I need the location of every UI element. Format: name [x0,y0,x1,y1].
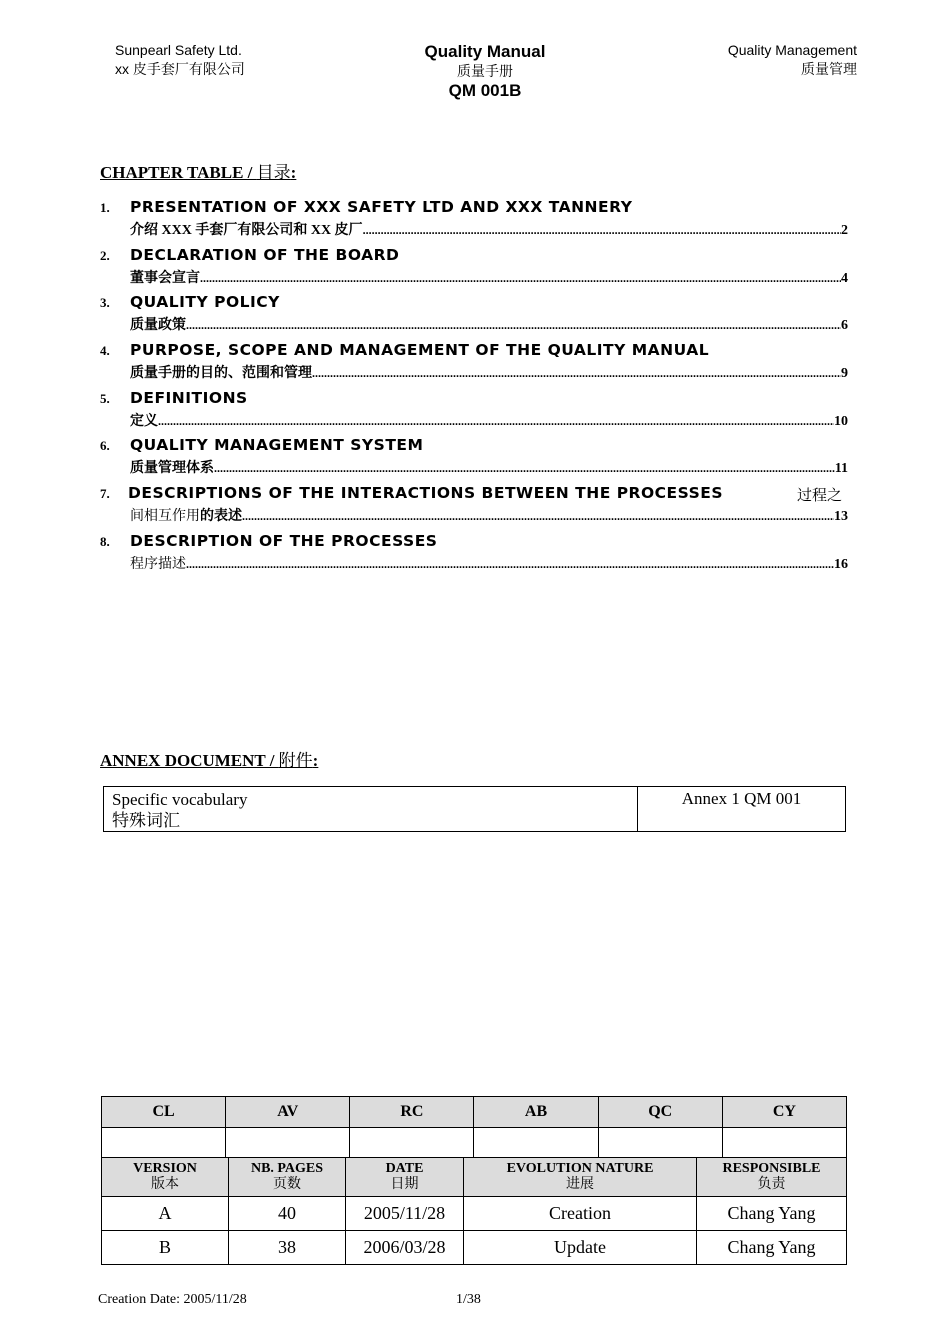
history-header-en: NB. PAGES [250,1161,324,1176]
history-evolution: Creation [464,1197,697,1231]
toc-number: 6. [100,438,110,454]
toc-subtitle: 董事会宣言 [130,270,200,286]
toc-item[interactable] [100,532,848,580]
annex-name-en: Specific vocabulary [112,790,248,809]
toc-page: 13 [834,509,848,525]
approval-signature-cell[interactable] [350,1128,474,1161]
approval-signature-cell[interactable] [102,1128,226,1161]
history-responsible: Chang Yang [697,1197,847,1231]
chapter-table-heading [100,158,296,183]
company-name-en: Sunpearl Safety Ltd. [115,42,242,58]
approval-table [101,1096,847,1161]
table-of-contents [100,198,848,580]
approval-header: CY [722,1097,846,1128]
approval-signature-cell[interactable] [474,1128,598,1161]
table-row [102,1231,847,1265]
toc-page: 9 [841,366,848,382]
toc-number: 7. [100,486,110,502]
toc-title: PURPOSE, SCOPE AND MANAGEMENT OF THE QUALITY MANUAL [130,341,710,360]
history-responsible: Chang Yang [697,1231,847,1265]
approval-header: CL [102,1097,226,1128]
footer-page-number: 1/38 [456,1292,481,1307]
toc-number: 1. [100,200,110,215]
history-date: 2005/11/28 [346,1197,464,1231]
toc-leader [214,461,835,476]
footer-creation-date: Creation Date: 2005/11/28 [98,1292,247,1307]
annex-heading [100,746,318,771]
history-header-zh: 日期 [390,1177,419,1192]
dept-name-en: Quality Management [727,42,857,58]
doc-title-en: Quality Manual [424,42,546,61]
toc-leader [186,318,841,333]
toc-page: 10 [834,413,848,429]
toc-number: 4. [100,343,110,359]
history-header-en: DATE [385,1161,424,1176]
toc-subtitle-lead: 间相互作用 [130,509,200,525]
toc-number: 3. [100,295,110,311]
dept-name-zh: 质量管理 [801,61,857,77]
chapter-heading-en: CHAPTER TABLE / [100,163,257,182]
toc-leader [312,366,841,381]
toc-title: DESCRIPTION OF THE PROCESSES [130,531,438,550]
toc-title: QUALITY MANAGEMENT SYSTEM [130,436,424,455]
toc-page: 4 [841,270,848,286]
history-header [102,1158,229,1197]
history-header-zh: 页数 [273,1177,301,1192]
annex-table [103,786,846,832]
toc-subtitle: 定义 [130,413,158,429]
toc-title: DEFINITIONS [130,388,248,407]
toc-number: 5. [100,390,110,406]
header-company [115,41,245,79]
history-pages: 40 [229,1197,346,1231]
toc-number: 2. [100,247,110,263]
history-evolution: Update [464,1231,697,1265]
toc-title: DECLARATION OF THE BOARD [130,245,400,264]
doc-title-zh: 质量手册 [457,63,513,79]
toc-subtitle: 质量管理体系 [130,461,214,477]
revision-history-table [101,1157,847,1265]
toc-title: DESCRIPTIONS OF THE INTERACTIONS BETWEEN THE PROCESSES [128,484,724,503]
annex-reference: Annex 1 QM 001 [681,789,802,808]
history-header-en: RESPONSIBLE [722,1161,821,1176]
history-header-zh: 负责 [757,1177,786,1192]
toc-title: QUALITY POLICY [130,293,280,312]
toc-subtitle: 的表述 [200,509,242,525]
approval-header: AB [474,1097,598,1128]
history-version: A [102,1197,229,1231]
toc-subtitle: 介绍 XXX 手套厂有限公司和 XX 皮厂 [130,223,363,238]
toc-item[interactable] [100,246,848,294]
toc-page: 11 [834,461,848,477]
chapter-heading-zh: 目录 [256,163,291,182]
toc-leader [186,557,834,572]
toc-item[interactable] [100,436,848,484]
toc-number: 8. [100,533,110,549]
toc-item[interactable] [100,389,848,437]
toc-subtitle: 质量政策 [130,318,186,334]
annex-heading-colon: : [312,751,319,770]
history-version: B [102,1231,229,1265]
toc-leader [242,509,834,524]
history-header [697,1158,847,1197]
toc-leader [363,223,841,238]
annex-name-cell [104,787,638,831]
history-header-zh: 版本 [151,1177,179,1192]
header-title [385,42,585,101]
history-header [346,1158,464,1197]
history-header-en: EVOLUTION NATURE [506,1161,654,1176]
history-date: 2006/03/28 [346,1231,464,1265]
header-department [728,41,857,79]
toc-subtitle: 程序描述 [130,556,186,572]
toc-title-continuation: 过程之 [796,488,842,505]
chapter-heading-colon: : [290,163,297,182]
toc-title: PRESENTATION OF XXX SAFETY LTD AND XXX TANNERY [130,198,633,216]
toc-page: 6 [841,318,848,334]
company-name-zh: xx 皮手套厂有限公司 [115,61,245,77]
history-header-en: VERSION [133,1161,197,1176]
toc-item[interactable] [100,341,848,389]
annex-heading-en: ANNEX DOCUMENT / [100,751,279,770]
history-header [464,1158,697,1197]
approval-signature-cell[interactable] [598,1128,722,1161]
annex-heading-zh: 附件 [278,751,313,770]
toc-page: 16 [834,556,848,572]
toc-leader [158,414,834,429]
table-row [102,1197,847,1231]
approval-header: RC [350,1097,474,1128]
doc-code: QM 001B [448,81,522,100]
approval-signature-cell[interactable] [226,1128,350,1161]
toc-item[interactable] [100,198,848,246]
approval-header: QC [598,1097,722,1128]
toc-item[interactable] [100,293,848,341]
history-pages: 38 [229,1231,346,1265]
toc-item[interactable] [100,484,848,532]
history-header [229,1158,346,1197]
toc-page: 2 [841,223,848,238]
history-header-zh: 进展 [566,1177,594,1192]
toc-leader [200,271,841,286]
annex-name-zh: 特殊词汇 [112,811,180,830]
toc-subtitle: 质量手册的目的、范围和管理 [130,366,312,382]
approval-signature-cell[interactable] [722,1128,846,1161]
approval-header: AV [226,1097,350,1128]
